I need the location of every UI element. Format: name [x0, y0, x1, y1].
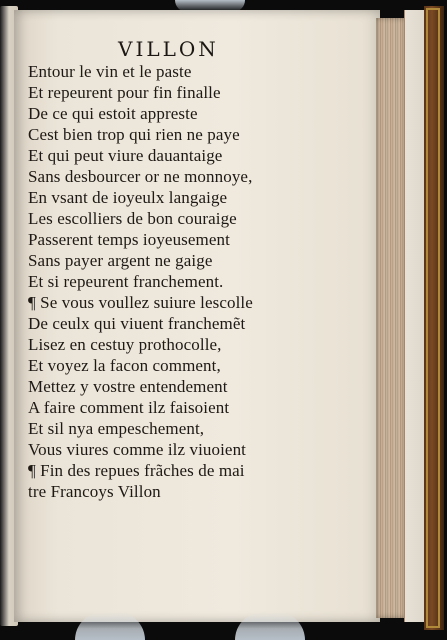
poem-line: De ce qui estoit appreste — [28, 104, 198, 123]
running-head: VILLON — [118, 37, 219, 61]
poem-line: Et qui peut viure dauantaige — [28, 146, 223, 165]
poem-line: En vsant de ioyeulx langaige — [28, 188, 228, 207]
gilt-border — [426, 8, 440, 628]
poem-line: Cest bien trop qui rien ne paye — [28, 125, 240, 144]
poem-line: ¶ Fin des repues frãches de mai — [28, 461, 245, 480]
poem-line: Sans desbourcer or ne monnoye, — [28, 167, 253, 186]
poem-line: A faire comment ilz faisoient — [28, 398, 230, 417]
poem-line: Entour le vin et le paste — [28, 62, 192, 81]
poem-line: De ceulx qui viuent franchemẽt — [28, 314, 246, 333]
poem-line: Passerent temps ioyeusement — [28, 230, 230, 249]
poem-line: Vous viures comme ilz viuoient — [28, 440, 246, 459]
poem-line: Et voyez la facon comment, — [28, 356, 221, 375]
poem-line: Les escolliers de bon couraige — [28, 209, 237, 228]
poem-line: Et sil nya empeschement, — [28, 419, 205, 438]
poem-line: Sans payer argent ne gaige — [28, 251, 213, 270]
poem-line: Lisez en cestuy prothocolle, — [28, 335, 222, 354]
poem-line: ¶ Se vous voullez suiure lescolle — [28, 293, 253, 312]
poem-line: tre Francoys Villon — [28, 482, 161, 501]
top-page-clip — [175, 0, 245, 12]
poem-line: Et si repeurent franchement. — [28, 272, 224, 291]
poem-line: Mettez y vostre entendement — [28, 377, 228, 396]
poem-line: Et repeurent pour fin finalle — [28, 83, 221, 102]
page-edge-stack — [376, 18, 406, 618]
